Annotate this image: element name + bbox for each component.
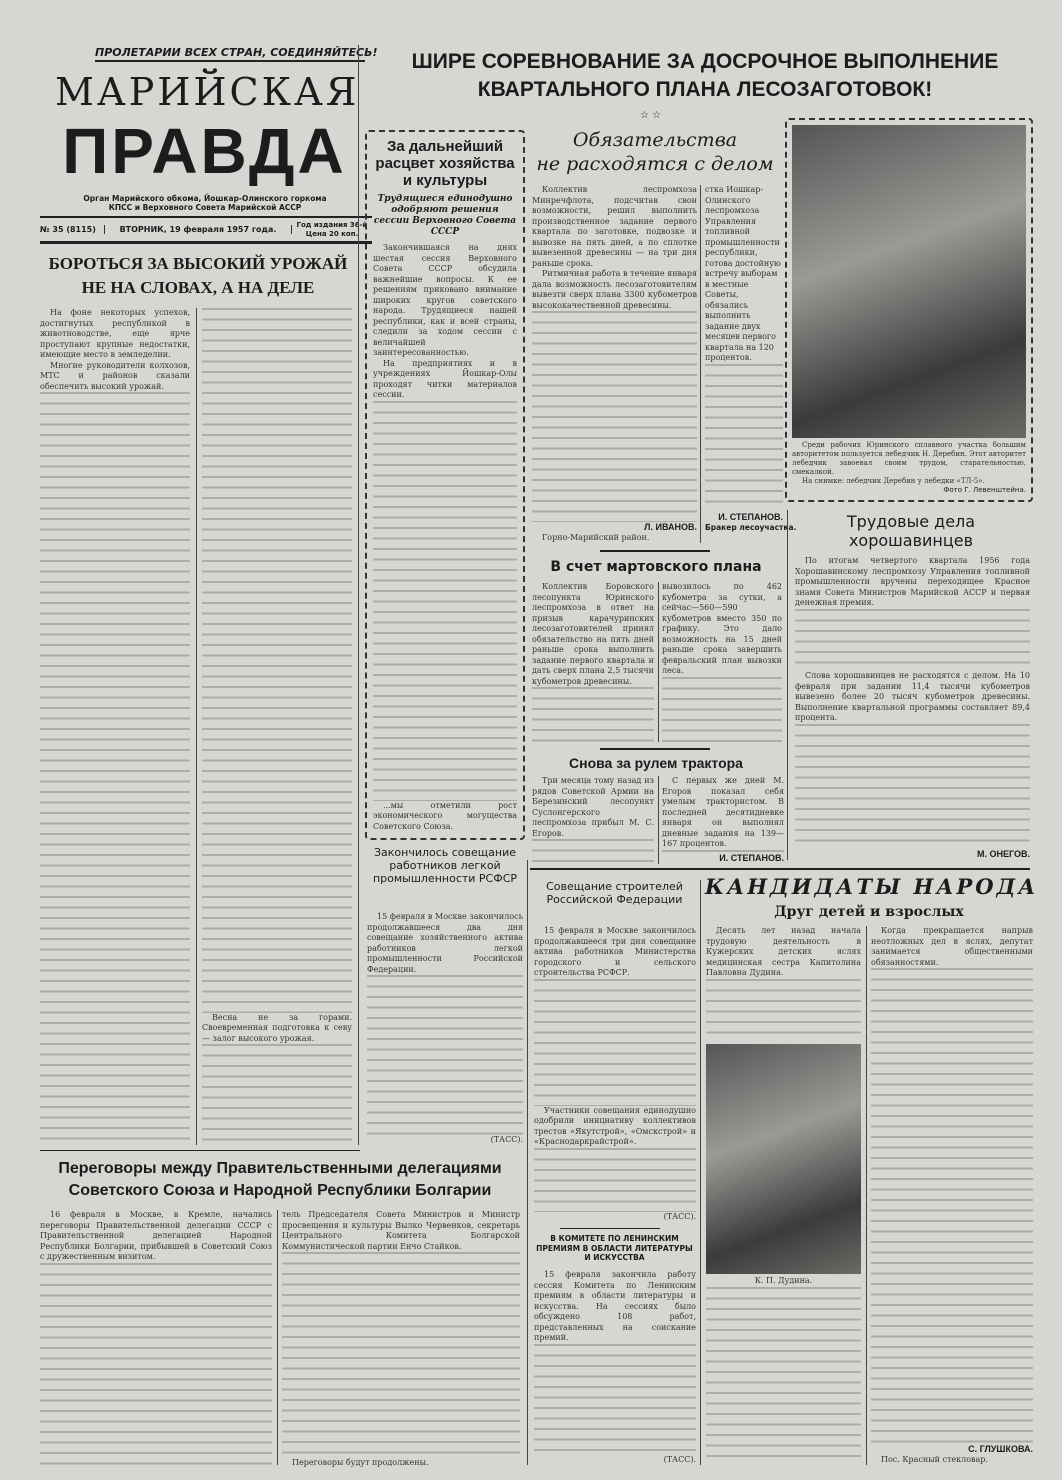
bulgaria-col-2 bbox=[282, 1210, 520, 1468]
banner-line-1: ШИРЕ СОРЕВНОВАНИЕ ЗА ДОСРОЧНОЕ ВЫПОЛНЕНИЕ bbox=[411, 50, 999, 73]
march-col2-excerpt: вывозилось по 462 кубометра за сутки, а сейчас—560—590 кубометров вместо 350 по графику. Это дало возможность на 15 дней раньше срока завершить февральский план вывозки леса. bbox=[662, 582, 782, 675]
obligations-excerpt-2: Ритмичная работа в течение января дала возможность лесозаготовителям вывезти сверх плана 3300 кубометров высококачественной древесины. bbox=[532, 269, 697, 310]
tractor-title: Снова за рулем трактора bbox=[569, 755, 743, 771]
light-industry-excerpt: 15 февраля в Москве закончилось продолжавшееся два дня совещание хозяйственного актива работников легкой промышленности Российской Федерации. bbox=[367, 912, 523, 974]
obligations-excerpt: Коллектив леспромхоза Минречфлота, подсчитав свои возможности, решил выполнить производственное задание первого квартала по заготовке, подвозке и вывозке на пять дней, а по сплотке вывезенной древесины — на три дня раньше срока. bbox=[532, 185, 697, 268]
lead-title-1: БОРОТЬСЯ ЗА ВЫСОКИЙ УРОЖАЙ bbox=[48, 254, 348, 273]
bulgaria-end: Переговоры будут продолжены. bbox=[292, 1457, 429, 1467]
obligations-role-2: Бракер лесоучастка. bbox=[705, 523, 797, 532]
candidates-col-2 bbox=[871, 926, 1033, 1465]
builders-excerpt-2: Участники совещания единодушно одобрили инициативу коллективов трестов «Якутстрой», «Омскстрой» и «Краснодаркрайстрой». bbox=[534, 1105, 696, 1147]
masthead-title-top: МАРИЙСКАЯ bbox=[55, 70, 360, 114]
candidates-title: Друг детей и взрослых bbox=[774, 904, 964, 920]
candidates-excerpt: Десять лет назад начала трудовую деятельность в Кужерских детских яслях медицинская сестра Капитолина Павловна Дудина. bbox=[706, 926, 861, 977]
lead-excerpt: На фоне некоторых успехов, достигнутых республикой в животноводстве, еще ярче проступают крупные недостатки, имеющие место в земледелии. bbox=[40, 308, 190, 359]
builders-title: Совещание строителей Российской Федерации bbox=[546, 880, 683, 906]
obligations-title-2: не расходятся с делом bbox=[536, 153, 774, 175]
lenin-excerpt: 15 февраля закончила работу сессия Комитета по Ленинским премиям в области литературы и искусства. На сессиях было обсуждено 108 работ, представленных на соискание премий. bbox=[534, 1270, 696, 1342]
photo-caption-2: На снимке: лебедчик Деребин у лебедки «ТЛ-5». bbox=[802, 477, 985, 485]
session-excerpt: Закончившаяся на днях шестая сессия Верховного Совета СССР обсудила важнейшие вопросы. К ее решениям приковано внимание широких кругов советского народа. Трудящиеся нашей республики, как и всей страны, следили за ходом сессии с величайшей заинтересованностью. bbox=[373, 243, 517, 357]
lead-column-1 bbox=[40, 308, 190, 1145]
obligations-title-1: Обязательства bbox=[572, 129, 738, 151]
light-industry-title: Закончилось совещание работников легкой промышленности РСФСР bbox=[372, 846, 518, 885]
issue-price: Цена 20 коп. bbox=[305, 229, 359, 238]
tractor-signature: И. СТЕПАНОВ. bbox=[719, 853, 784, 863]
tractor-col-2 bbox=[662, 776, 784, 864]
obligations-signature-block bbox=[705, 512, 797, 533]
tractor-col2-excerpt: С первых же дней М. Егоров показал себя умелым трактористом. В последней десятидневке января он выполнял дневные задания на 139—167 процентов. bbox=[662, 776, 784, 848]
march-col-1 bbox=[532, 582, 654, 742]
banner-line-2: КВАРТАЛЬНОГО ПЛАНА ЛЕСОЗАГОТОВОК! bbox=[477, 78, 933, 101]
session-title: За дальнейший расцвет хозяйства и культуры bbox=[375, 138, 515, 189]
session-excerpt-2: На предприятиях и в учреждениях Йошкар-Олы проходят читки материалов сессии. bbox=[373, 358, 517, 399]
photo-credit: Фото Г. Левенштейна. bbox=[943, 486, 1026, 494]
lenin-title: В КОМИТЕТЕ ПО ЛЕНИНСКИМ ПРЕМИЯМ В ОБЛАСТИ ЛИТЕРАТУРЫ И ИСКУССТВА bbox=[536, 1234, 693, 1262]
session-end: ...мы отметили рост экономического могущества Советского Союза. bbox=[373, 800, 517, 831]
masthead-title-main: ПРАВДА bbox=[62, 115, 347, 187]
obligations-col2-excerpt: стка Йошкар-Олинского леспромхоза Управления топливной промышленности республики, готова достойную встречу выборам в местные Советы, обязались выполнить задание двух месяцев первого квартала на 120 процентов. bbox=[705, 185, 781, 362]
light-industry-article bbox=[367, 912, 523, 1145]
candidates-excerpt-2: Когда прекращается напрыв неотложных дел в яслях, депутат занимается общественными обязанностями. bbox=[871, 926, 1033, 967]
obligations-headline bbox=[530, 128, 780, 176]
photo-dudina-caption: К. П. Дудина. bbox=[754, 1276, 813, 1285]
khoroshavino-excerpt: По итогам четвертого квартала 1956 года Хорошавинскому леспромхозу Управления топливной промышленности вручены переходящее Красное знамя Совета Министров Марийской АССР и первая денежная премия. bbox=[795, 556, 1030, 607]
builders-source: (ТАСС). bbox=[663, 1211, 696, 1221]
obligations-col-2 bbox=[705, 185, 783, 507]
light-industry-source: (ТАСС). bbox=[490, 1134, 523, 1144]
front-banner bbox=[380, 48, 1030, 104]
builders-excerpt: 15 февраля в Москве закончилось продолжавшееся три дня совещание актива работников Министерства городского и сельского строительства РСФСР. bbox=[534, 926, 696, 977]
lead-excerpt-3: Весна не за горами. Своевременная подготовка к севу — залог высокого урожая. bbox=[202, 1012, 352, 1043]
candidates-signature: С. ГЛУШКОВА. bbox=[968, 1443, 1033, 1454]
khoroshavino-signature: М. ОНЕГОВ. bbox=[977, 849, 1030, 859]
obligations-place-1: Горно-Марийский район. bbox=[542, 532, 650, 542]
masthead-organ: Орган Марийского обкома, Йошкар-Олинского горкома КПСС и Верховного Совета Марийской АССР bbox=[83, 194, 327, 212]
bulgaria-headline bbox=[40, 1158, 520, 1202]
lenin-source: (ТАСС). bbox=[663, 1454, 696, 1464]
march-col-2 bbox=[662, 582, 782, 742]
bulgaria-title-1: Переговоры между Правительственными делегациями bbox=[58, 1160, 502, 1177]
candidates-rubric: КАНДИДАТЫ НАРОДА bbox=[705, 874, 1039, 899]
obligations-signature-2: И. СТЕПАНОВ. bbox=[718, 512, 783, 522]
candidates-place: Пос. Красный стекловар. bbox=[881, 1454, 988, 1464]
builders-article bbox=[534, 926, 696, 1222]
stars-ornament: ☆ ☆ bbox=[640, 110, 662, 121]
khoroshavino-article bbox=[795, 556, 1030, 860]
tractor-col-1 bbox=[532, 776, 654, 864]
photo-box bbox=[785, 118, 1033, 502]
tractor-excerpt: Три месяца тому назад из рядов Советской Армии на Березинский лесопункт Суслонгерского леспромхоза прибыл М. С. Егоров. bbox=[532, 776, 654, 838]
issue-bar bbox=[40, 216, 372, 244]
lead-headline bbox=[40, 252, 356, 300]
khoroshavino-title: Трудовые дела хорошавинцев bbox=[846, 512, 976, 550]
march-title: В счет мартовского плана bbox=[550, 559, 762, 575]
khoroshavino-excerpt-2: Слова хорошавинцев не расходятся с делом. На 10 февраля при задании 11,4 тысячи кубометров вывезено более 20 тысяч кубометров древесины. Выполнение квартальной программы составляет 89,4 процента. bbox=[795, 671, 1030, 723]
bulgaria-col2-excerpt: тель Председателя Совета Министров и Министр просвещения и культуры Вылко Червенков, секретарь Центрального Комитета Болгарской Коммунистической партии Енчо Стайков. bbox=[282, 1210, 520, 1251]
candidates-col-1 bbox=[706, 926, 861, 1465]
bulgaria-title-2: Советского Союза и Народной Республики Болгарии bbox=[68, 1182, 492, 1199]
issue-year: Год издания 36-й bbox=[296, 220, 368, 229]
lead-title-2: НЕ НА СЛОВАХ, А НА ДЕЛЕ bbox=[81, 278, 315, 297]
lead-excerpt-2: Многие руководители колхозов, МТС и районов сказали обеспечить высокий урожай. bbox=[40, 360, 190, 391]
session-article bbox=[365, 130, 525, 840]
issue-date: ВТОРНИК, 19 февраля 1957 года. bbox=[104, 225, 292, 234]
photo-winch-operator bbox=[792, 125, 1026, 438]
obligations-signature-1: Л. ИВАНОВ. bbox=[644, 521, 697, 532]
lead-column-2 bbox=[202, 308, 352, 1145]
photo-caption: Среди рабочих Юринского сплавного участка большим авторитетом пользуется лебедчик Н. Деребин. Этот авторитет лебедчик завоевал своим трудом, старательностью, смекалкой. bbox=[792, 441, 1026, 476]
masthead-motto: ПРОЛЕТАРИИ ВСЕХ СТРАН, СОЕДИНЯЙТЕСЬ! bbox=[95, 46, 365, 62]
obligations-col-1 bbox=[532, 185, 697, 543]
bulgaria-excerpt: 16 февраля в Москве, в Кремле, начались переговоры Правительственной делегации СССР с Правительственной делегацией Народной Республики Болгарии, прибывшей в Советский Союз с дружественным визитом. bbox=[40, 1210, 272, 1261]
issue-number: № 35 (8115) bbox=[40, 225, 96, 234]
march-excerpt: Коллектив Боровского лесопункта Юринского леспромхоза в ответ на призыв карачуринских лесозаготовителей принял обязательство на пять дней раньше срока выполнить задание первого квартала и дать сверх плана 2,5 тысячи кубометров древесины. bbox=[532, 582, 654, 686]
session-subtitle: Трудящиеся единодушно одобряют решения сессии Верховного Совета СССР bbox=[373, 194, 517, 237]
bulgaria-col-1 bbox=[40, 1210, 272, 1468]
photo-dudina bbox=[706, 1044, 861, 1274]
lenin-article bbox=[534, 1270, 696, 1465]
